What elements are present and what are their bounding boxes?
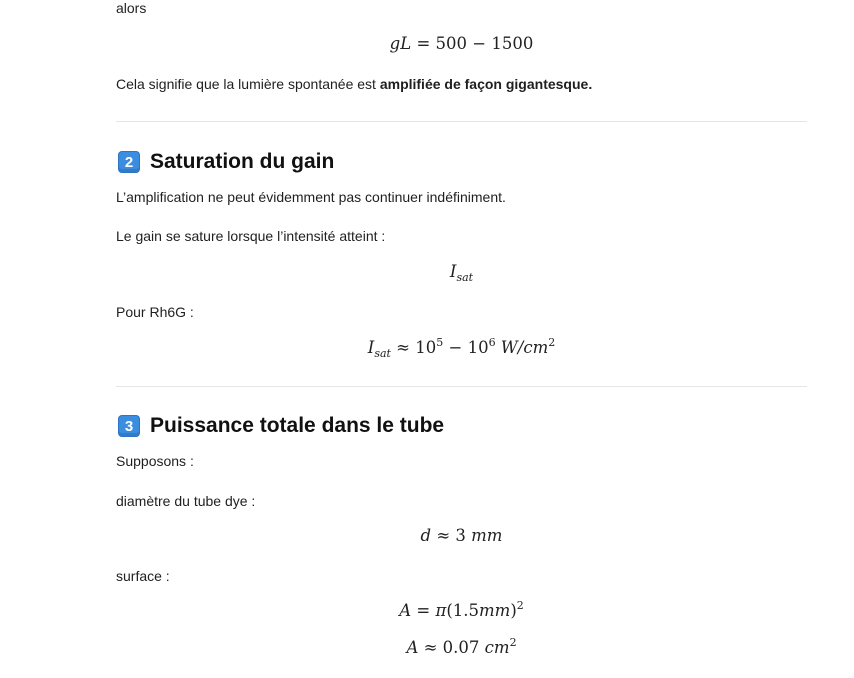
text-supposons: Supposons : <box>116 453 194 469</box>
number-3-icon: 3 <box>118 415 140 437</box>
text-cela-signifie <box>116 74 592 94</box>
A1-eq: = <box>411 601 436 620</box>
section-title-saturation: Saturation du gain <box>150 150 335 173</box>
text-surface: surface : <box>116 568 170 584</box>
isat2-I: I <box>367 338 375 357</box>
isat2-sub: sat <box>374 347 391 360</box>
A1-pi: π <box>435 601 447 620</box>
isat-I: I <box>449 262 457 281</box>
equation-gain-length <box>116 34 807 53</box>
equation-area-value <box>116 638 807 657</box>
d-var: d <box>420 526 432 545</box>
isat2-approx: ≈ 10 <box>390 338 437 357</box>
A1-close: ) <box>510 601 517 620</box>
A1-var: A <box>399 601 412 620</box>
A1-open: (1.5 <box>446 601 480 620</box>
section-heading-puissance <box>118 414 444 438</box>
A2-rest: ≈ 0.07 <box>418 638 485 657</box>
text-gain-sature: Le gain se sature lorsque l’intensité atteint : <box>116 228 386 244</box>
equation-isat-value <box>116 336 807 360</box>
A2-exp: 2 <box>509 636 517 649</box>
cela-bold: amplifiée de façon gigantesque. <box>379 76 593 92</box>
section-heading-saturation <box>118 150 334 174</box>
d-unit: mm <box>471 526 503 545</box>
A1-unit: mm <box>479 601 511 620</box>
equation-area-formula <box>116 601 807 620</box>
equation-isat <box>116 262 807 284</box>
text-pour-rh6g: Pour Rh6G : <box>116 304 194 320</box>
A1-exp: 2 <box>516 599 524 612</box>
A2-unit: cm <box>484 638 510 657</box>
d-rest: ≈ 3 <box>431 526 472 545</box>
gl-rhs: = 500 − 1500 <box>416 34 534 53</box>
divider-1 <box>116 121 807 122</box>
text-diametre: diamètre du tube dye : <box>116 493 256 509</box>
text-alors: alors <box>116 0 147 16</box>
text-amplification: L’amplification ne peut évidemment pas continuer indéfiniment. <box>116 189 506 205</box>
isat2-exp2: 6 <box>488 336 496 349</box>
isat2-unit: W/cm <box>495 338 549 357</box>
number-2-icon: 2 <box>118 151 140 173</box>
equation-diameter <box>116 526 807 545</box>
A2-var: A <box>406 638 419 657</box>
isat-sub: sat <box>456 271 474 284</box>
isat2-minus: − 10 <box>443 338 489 357</box>
divider-2 <box>116 386 807 387</box>
isat2-unit-exp: 2 <box>548 336 556 349</box>
isat2-exp1: 5 <box>436 336 444 349</box>
cela-prefix: Cela signifie que la lumière spontanée est <box>116 76 380 92</box>
section-title-puissance: Puissance totale dans le tube <box>150 414 445 437</box>
gl-lhs: gL <box>389 34 412 53</box>
